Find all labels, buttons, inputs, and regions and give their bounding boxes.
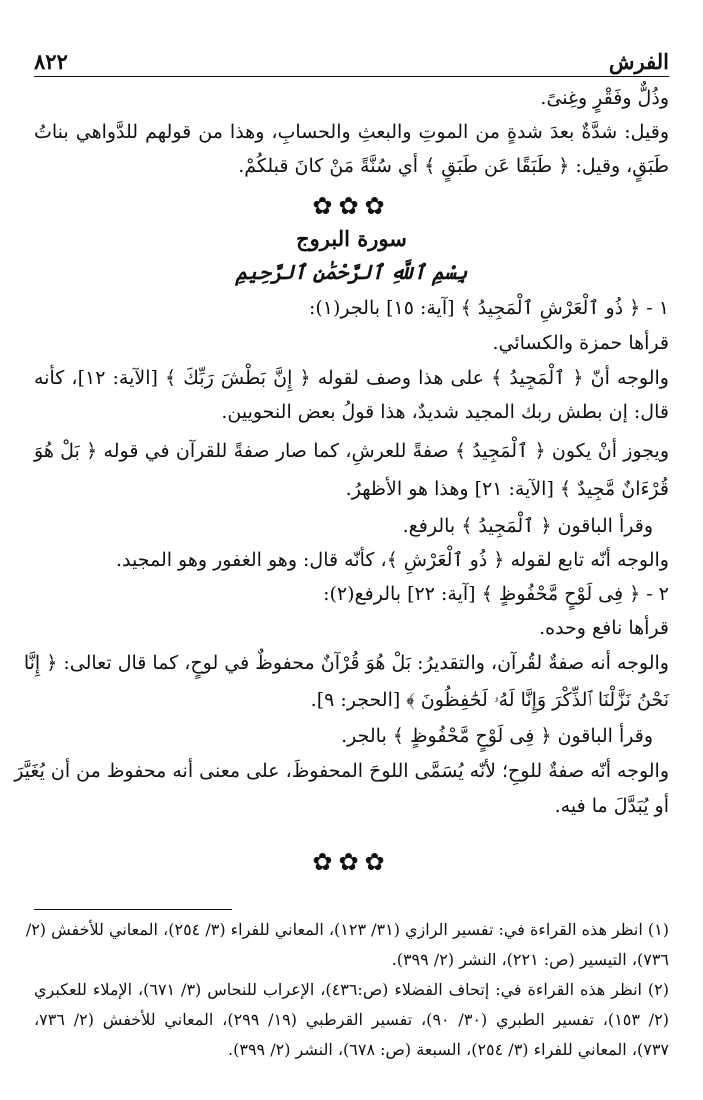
text-line: قال: إن بطش ربك المجيد شديدٌ، هذا قولُ بعض النحويين. [221,401,669,423]
text-line: والوجه أنه صفةٌ لقُرآن، والتقديرُ: بَلْ هُوَ قُرْآنٌ محفوظٌ في لوحٍ، كما قال تعالى: ﴿ إِنَّا [23,652,669,674]
footnote-line: (٢/ ١٥٣)، تفسير الطبري (٣٠/ ٩٠)، تفسير القرطبي (١٩/ ٢٩٩)، المعاني للأخفش (٢/ ٧٣٦، [34,1010,670,1029]
page-header [34,48,669,74]
text-line: قرأها حمزة والكسائي. [492,332,669,354]
text-line: والوجه أنّ ﴿ ٱلْمَجِيدُ ﴾ على هذا وصف لقوله ﴿ إِنَّ بَطْشَ رَبِّكَ ﴾ [الآية: ١٢]، كأنه [34,367,669,389]
text-line: طَبَقٍ، وقيل: ﴿ طَبَقًا عَن طَبَقٍ ﴾ أي سُنَّةً مَنْ كانَ قبلكُمْ. [238,155,669,177]
reading-heading: ٢ - ﴿ فِى لَوْحٍ مَّحْفُوظٍ ﴾ [آية: ٢٢] بالرفع(٢): [323,583,669,605]
text-line: والوجه أنّه صفةٌ للوحِ؛ لأنّه يُسَمَّى اللوحَ المحفوظَ، على معنى أنه محفوظ من أن يُغَيَّرَ [14,760,669,782]
footnote-line: (٢) انظر هذه القراءة في: إتحاف الفضلاء (ص:٤٣٦)، الإعراب للنحاس (٣/ ٦٧١)، الإملاء للعكبري [34,980,669,999]
footnote-line: ٧٣٧)، المعاني للفراء (٣/ ٢٥٤)، السبعة (ص: ٦٧٨)، النشر (٢/ ٣٩٩). [228,1040,669,1059]
footnote-rule [34,909,232,910]
text-line: ويجوز أنْ يكون ﴿ ٱلْمَجِيدُ ﴾ صفةً للعرشِ، كما صار صفةً للقرآن في قوله ﴿ بَلْ هُوَ [34,440,669,462]
text-line: وقرأ الباقون ﴿ ٱلْمَجِيدُ ﴾ بالرفع. [402,515,653,537]
text-line: نَحْنُ نَزَّلْنَا ٱلذِّكْرَ وَإِنَّا لَهُۥ لَحَٰفِظُونَ ﴾ [الحجر: ٩]. [310,689,669,711]
text-line: والوجه أنّه تابع لقوله ﴿ ذُو ٱلْعَرْشِ ﴾، كأنّه قال: وهو الغفور وهو المجيد. [115,549,669,571]
text-line: أو يُبَدَّلَ ما فيه. [554,795,669,817]
text-line: وذُلٌّ وفَقْرٍ وغِنىً. [540,87,669,109]
basmala: بِسْمِ ٱللَّهِ ٱلرَّحْمَٰنِ ٱلرَّحِيمِ [235,260,468,284]
header-rule [34,76,669,77]
page-number: ٨٢٢ [34,49,68,74]
running-title: الفرش [608,49,669,74]
text-line: قُرْءَانٌ مَّجِيدٌ ﴾ [الآية: ٢١] وهذا هو الأظهرُ. [345,478,669,500]
text-line: وقيل: شدَّةٌ بعدَ شدةٍ من الموتِ والبعثِ والحسابِ، وهذا من قولهم للدَّواهي بناتُ [34,121,669,143]
section-ornament: ✿✿✿ [312,192,391,220]
footnote-line: ٧٣٦)، التيسير (ص: ٢٢١)، النشر (٢/ ٣٩٩). [391,950,669,969]
text-line: قرأها نافع وحده. [539,617,669,639]
surah-title: سورة البروج [296,226,407,251]
reading-heading: ١ - ﴿ ذُو ٱلْعَرْشِ ٱلْمَجِيدُ ﴾ [آية: ١٥] بالجر(١): [308,297,669,319]
text-line: وقرأ الباقون ﴿ فِى لَوْحٍ مَّحْفُوظٍ ﴾ بالجر. [341,725,653,747]
section-ornament: ✿✿✿ [312,848,391,876]
footnote-line: (١) انظر هذه القراءة في: تفسير الرازي (٣١/ ١٢٣)، المعاني للفراء (٣/ ٢٥٤)، المعاني للأخفش (٢/ [25,920,669,939]
